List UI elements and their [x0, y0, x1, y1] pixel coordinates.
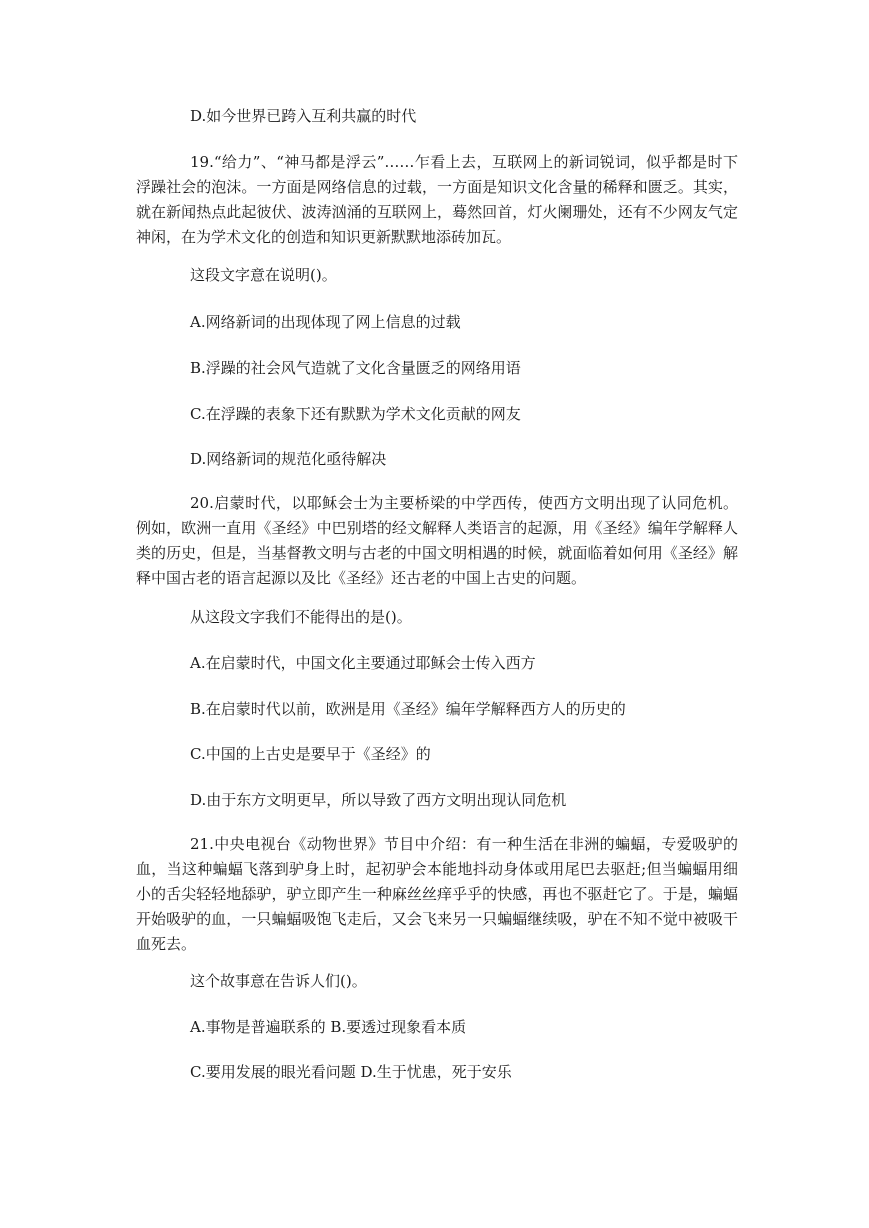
q21-options-line1: A.事物是普遍联系的 B.要透过现象看本质 [190, 1018, 467, 1036]
q19-option-a: A.网络新词的出现体现了网上信息的过载 [190, 313, 461, 331]
q21-options-line2: C.要用发展的眼光看问题 D.生于忧患，死于安乐 [190, 1063, 512, 1081]
q20-option-a: A.在启蒙时代，中国文化主要通过耶稣会士传入西方 [190, 654, 536, 672]
q19-passage: 19.“给力”、“神马都是浮云”……乍看上去，互联网上的新词锐词，似乎都是时下浮躁社会的泡沫。一方面是网络信息的过载，一方面是知识文化含量的稀释和匮乏。其实，就在新闻热点此起彼伏、波涛汹涌的互联网上，蓦然回首，灯火阑珊处，还有不少网友气定神闲，在为学术文化的创造和知识更新默默地添砖加瓦。 [136, 153, 738, 246]
q19-option-c: C.在浮躁的表象下还有默默为学术文化贡献的网友 [190, 405, 521, 423]
q18-option-d: D.如今世界已跨入互利共赢的时代 [190, 107, 417, 125]
q20-option-d: D.由于东方文明更早，所以导致了西方文明出现认同危机 [190, 791, 567, 809]
q19-option-b: B.浮躁的社会风气造就了文化含量匮乏的网络用语 [190, 359, 521, 377]
q19-option-d: D.网络新词的规范化亟待解决 [190, 450, 387, 468]
q21-passage: 21.中央电视台《动物世界》节目中介绍：有一种生活在非洲的蝙蝠，专爱吸驴的血，当这种蝙蝠飞落到驴身上时，起初驴会本能地抖动身体或用尾巴去驱赶;但当蝙蝠用细小的舌尖轻轻地舔驴，驴立即产生一种麻丝丝痒乎乎的快感，再也不驱赶它了。于是，蝙蝠开始吸驴的血，一只蝙蝠吸饱飞走后，又会飞来另一只蝙蝠继续吸，驴在不知不觉中被吸干血死去。 [136, 835, 738, 953]
q20-option-c: C.中国的上古史是要早于《圣经》的 [190, 745, 431, 763]
q21-question: 这个故事意在告诉人们()。 [190, 972, 367, 990]
q20-passage: 20.启蒙时代，以耶稣会士为主要桥梁的中学西传，使西方文明出现了认同危机。例如，欧洲一直用《圣经》中巴别塔的经文解释人类语言的起源，用《圣经》编年学解释人类的历史，但是，当基督教文明与古老的中国文明相遇的时候，就面临着如何用《圣经》解释中国古老的语言起源以及比《圣经》还古老的中国上古史的问题。 [136, 494, 738, 587]
q19-question: 这段文字意在说明()。 [190, 266, 337, 284]
q20-question: 从这段文字我们不能得出的是()。 [190, 608, 412, 626]
q20-option-b: B.在启蒙时代以前，欧洲是用《圣经》编年学解释西方人的历史的 [190, 700, 626, 718]
